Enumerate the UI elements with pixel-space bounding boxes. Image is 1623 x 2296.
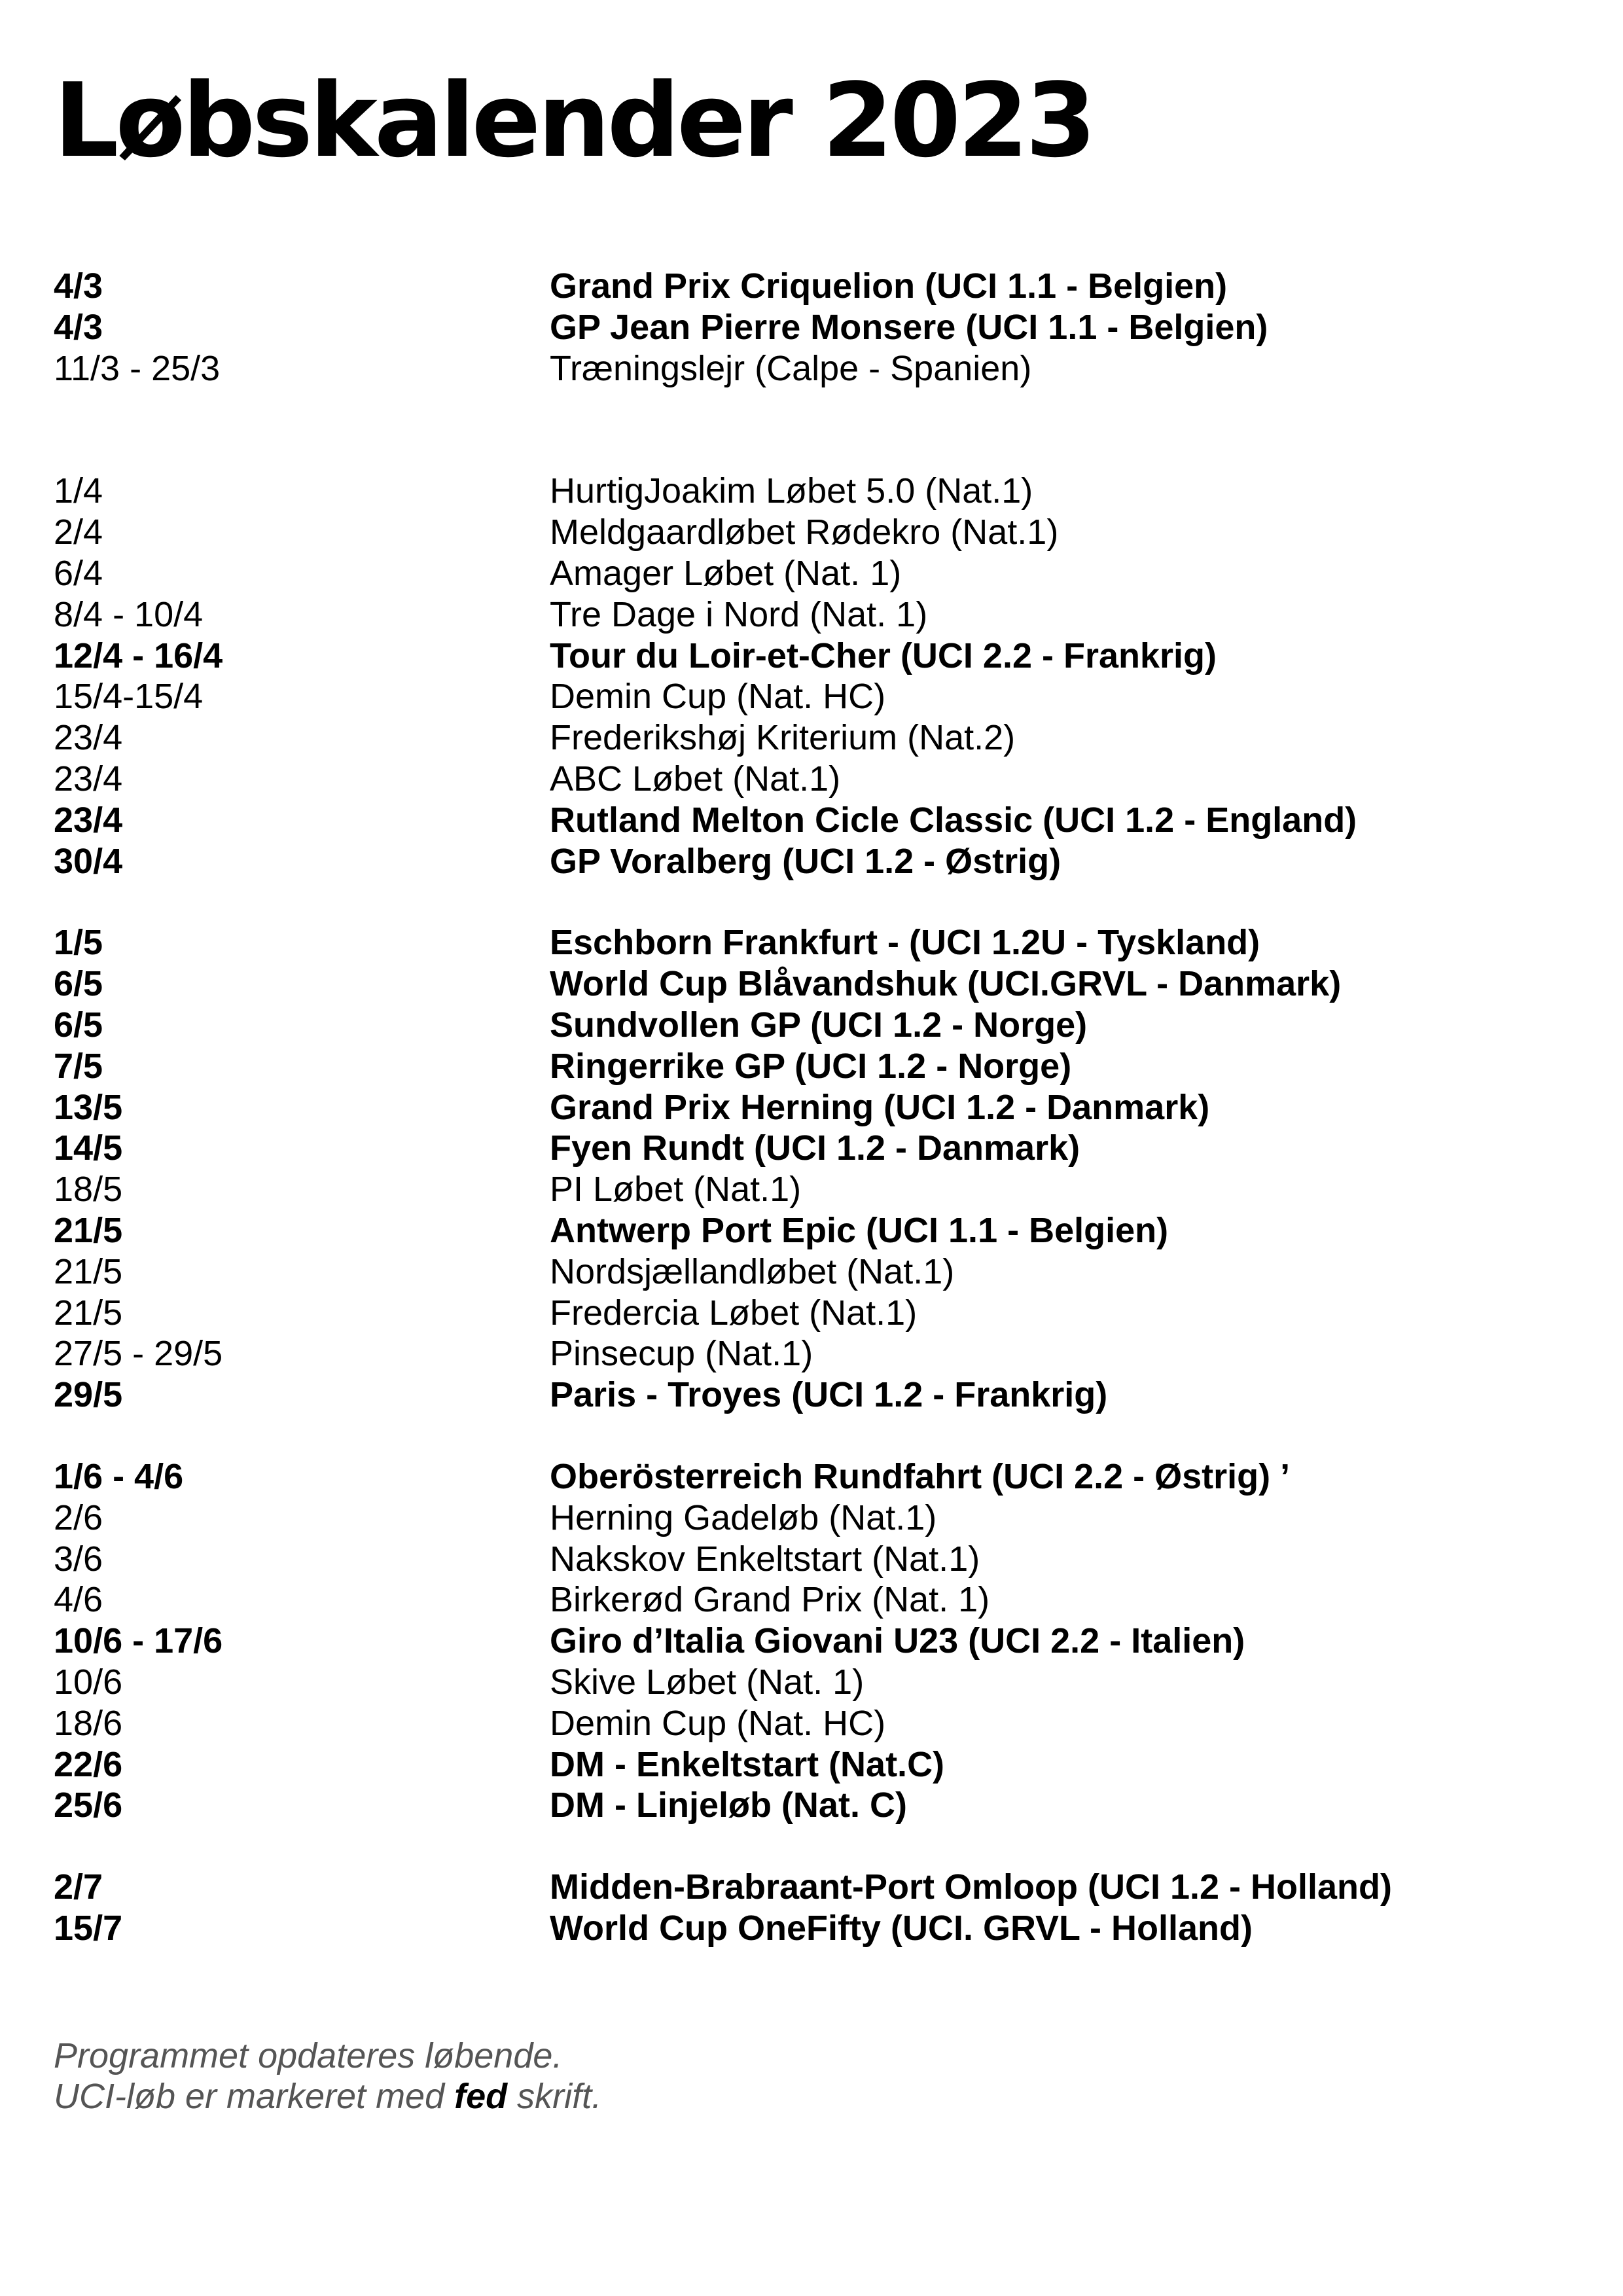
race-date: 23/4 — [54, 800, 123, 840]
race-row — [54, 1087, 1598, 1128]
race-date: 14/5 — [54, 1128, 123, 1168]
race-name: World Cup OneFifty (UCI. GRVL - Holland) — [550, 1908, 1253, 1948]
race-date: 18/5 — [54, 1170, 123, 1210]
month-group — [54, 922, 1598, 1416]
race-date: 7/5 — [54, 1046, 103, 1086]
race-row — [54, 1744, 1598, 1785]
race-name: GP Jean Pierre Monsere (UCI 1.1 - Belgien) — [550, 307, 1268, 347]
race-date: 8/4 - 10/4 — [54, 594, 204, 634]
race-date: 6/5 — [54, 964, 103, 1004]
race-date: 4/3 — [54, 307, 103, 347]
month-group — [54, 266, 1598, 389]
footer-legend-text: UCI-løb er markeret med — [54, 2077, 455, 2116]
race-name: Herning Gadeløb (Nat.1) — [550, 1498, 937, 1537]
race-date: 21/5 — [54, 1293, 123, 1333]
race-date: 1/6 - 4/6 — [54, 1456, 184, 1496]
page-title: Løbskalender 2023 — [54, 61, 1094, 180]
race-date: 15/4-15/4 — [54, 677, 204, 717]
race-row — [54, 1005, 1598, 1046]
race-date: 2/4 — [54, 512, 103, 552]
race-date: 29/5 — [54, 1375, 123, 1415]
race-name: Paris - Troyes (UCI 1.2 - Frankrig) — [550, 1375, 1108, 1415]
race-date: 2/6 — [54, 1498, 103, 1537]
race-row — [54, 676, 1598, 717]
race-name: World Cup Blåvandshuk (UCI.GRVL - Danmark) — [550, 964, 1342, 1004]
race-name: Meldgaardløbet Rødekro (Nat.1) — [550, 512, 1059, 552]
race-row — [54, 1867, 1598, 1908]
race-name: Skive Løbet (Nat. 1) — [550, 1662, 865, 1702]
race-row — [54, 1210, 1598, 1251]
race-row — [54, 1662, 1598, 1703]
race-date: 22/6 — [54, 1744, 123, 1784]
race-name: Tre Dage i Nord (Nat. 1) — [550, 594, 928, 634]
race-date: 27/5 - 29/5 — [54, 1334, 223, 1374]
race-date: 30/4 — [54, 841, 123, 881]
race-name: Pinsecup (Nat.1) — [550, 1334, 813, 1374]
race-date: 13/5 — [54, 1087, 123, 1127]
month-group — [54, 1867, 1598, 1949]
race-name: Oberösterreich Rundfahrt (UCI 2.2 - Østrig) ’ — [550, 1456, 1291, 1496]
race-row — [54, 922, 1598, 963]
race-row — [54, 1046, 1598, 1087]
race-date: 1/5 — [54, 923, 103, 963]
race-name: Antwerp Port Epic (UCI 1.1 - Belgien) — [550, 1210, 1169, 1250]
race-row — [54, 1785, 1598, 1826]
race-date: 15/7 — [54, 1908, 123, 1948]
race-name: Træningslejr (Calpe - Spanien) — [550, 348, 1032, 388]
race-name: HurtigJoakim Løbet 5.0 (Nat.1) — [550, 471, 1033, 511]
race-name: Giro d’Italia Giovani U23 (UCI 2.2 - Italien) — [550, 1621, 1245, 1661]
race-date: 3/6 — [54, 1539, 103, 1579]
race-row — [54, 266, 1598, 307]
month-group — [54, 471, 1598, 882]
race-name: Midden-Brabraant-Port Omloop (UCI 1.2 - Holland) — [550, 1867, 1393, 1907]
race-name: DM - Enkeltstart (Nat.C) — [550, 1744, 945, 1784]
race-name: Fredercia Løbet (Nat.1) — [550, 1293, 918, 1333]
race-name: Tour du Loir-et-Cher (UCI 2.2 - Frankrig) — [550, 636, 1217, 675]
race-name: Grand Prix Herning (UCI 1.2 - Danmark) — [550, 1087, 1210, 1127]
race-name: Ringerrike GP (UCI 1.2 - Norge) — [550, 1046, 1072, 1086]
race-row — [54, 594, 1598, 636]
race-name: PI Løbet (Nat.1) — [550, 1170, 802, 1210]
race-row — [54, 636, 1598, 677]
footer-note — [54, 2036, 601, 2117]
race-row — [54, 963, 1598, 1005]
race-name: Demin Cup (Nat. HC) — [550, 677, 886, 717]
race-row — [54, 1333, 1598, 1374]
race-row — [54, 512, 1598, 553]
race-name: Nordsjællandløbet (Nat.1) — [550, 1251, 955, 1291]
race-date: 23/4 — [54, 718, 123, 758]
race-name: Grand Prix Criquelion (UCI 1.1 - Belgien) — [550, 266, 1228, 306]
race-row — [54, 307, 1598, 348]
race-name: Fyen Rundt (UCI 1.2 - Danmark) — [550, 1128, 1080, 1168]
race-date: 10/6 - 17/6 — [54, 1621, 223, 1661]
race-row — [54, 800, 1598, 841]
race-row — [54, 1374, 1598, 1416]
race-name: Frederikshøj Kriterium (Nat.2) — [550, 718, 1016, 758]
race-row — [54, 1251, 1598, 1293]
race-name: Birkerød Grand Prix (Nat. 1) — [550, 1580, 990, 1620]
race-row — [54, 1621, 1598, 1662]
race-date: 4/3 — [54, 266, 103, 306]
race-row — [54, 1908, 1598, 1949]
race-date: 6/5 — [54, 1005, 103, 1045]
race-name: ABC Løbet (Nat.1) — [550, 759, 841, 798]
race-name: DM - Linjeløb (Nat. C) — [550, 1785, 907, 1825]
race-row — [54, 471, 1598, 512]
race-date: 2/7 — [54, 1867, 103, 1907]
race-date: 23/4 — [54, 759, 123, 798]
race-date: 12/4 - 16/4 — [54, 636, 223, 675]
race-row — [54, 348, 1598, 389]
race-date: 1/4 — [54, 471, 103, 511]
race-row — [54, 1703, 1598, 1744]
race-date: 4/6 — [54, 1580, 103, 1620]
race-date: 10/6 — [54, 1662, 123, 1702]
race-date: 6/4 — [54, 553, 103, 593]
race-name: Amager Løbet (Nat. 1) — [550, 553, 902, 593]
race-date: 18/6 — [54, 1703, 123, 1743]
race-name: Rutland Melton Cicle Classic (UCI 1.2 - England) — [550, 800, 1357, 840]
race-date: 25/6 — [54, 1785, 123, 1825]
race-date: 21/5 — [54, 1251, 123, 1291]
race-name: GP Voralberg (UCI 1.2 - Østrig) — [550, 841, 1061, 881]
race-row — [54, 1579, 1598, 1621]
race-name: Demin Cup (Nat. HC) — [550, 1703, 886, 1743]
footer-legend-bold-word: fed — [454, 2077, 508, 2116]
race-row — [54, 1169, 1598, 1210]
race-date: 11/3 - 25/3 — [54, 348, 221, 388]
race-row — [54, 759, 1598, 800]
race-date: 21/5 — [54, 1210, 123, 1250]
footer-line-update: Programmet opdateres løbende. — [54, 2036, 563, 2075]
race-row — [54, 1293, 1598, 1334]
race-row — [54, 841, 1598, 882]
footer-line-legend — [54, 2076, 601, 2117]
race-row — [54, 1539, 1598, 1580]
race-row — [54, 1128, 1598, 1169]
race-row — [54, 1456, 1598, 1498]
race-row — [54, 717, 1598, 759]
race-name: Eschborn Frankfurt - (UCI 1.2U - Tyskland) — [550, 923, 1260, 963]
month-group — [54, 1456, 1598, 1826]
race-row — [54, 1498, 1598, 1539]
race-name: Nakskov Enkeltstart (Nat.1) — [550, 1539, 980, 1579]
race-name: Sundvollen GP (UCI 1.2 - Norge) — [550, 1005, 1088, 1045]
race-calendar — [54, 266, 1598, 1990]
race-row — [54, 553, 1598, 594]
footer-legend-text-end: skrift. — [507, 2077, 602, 2116]
